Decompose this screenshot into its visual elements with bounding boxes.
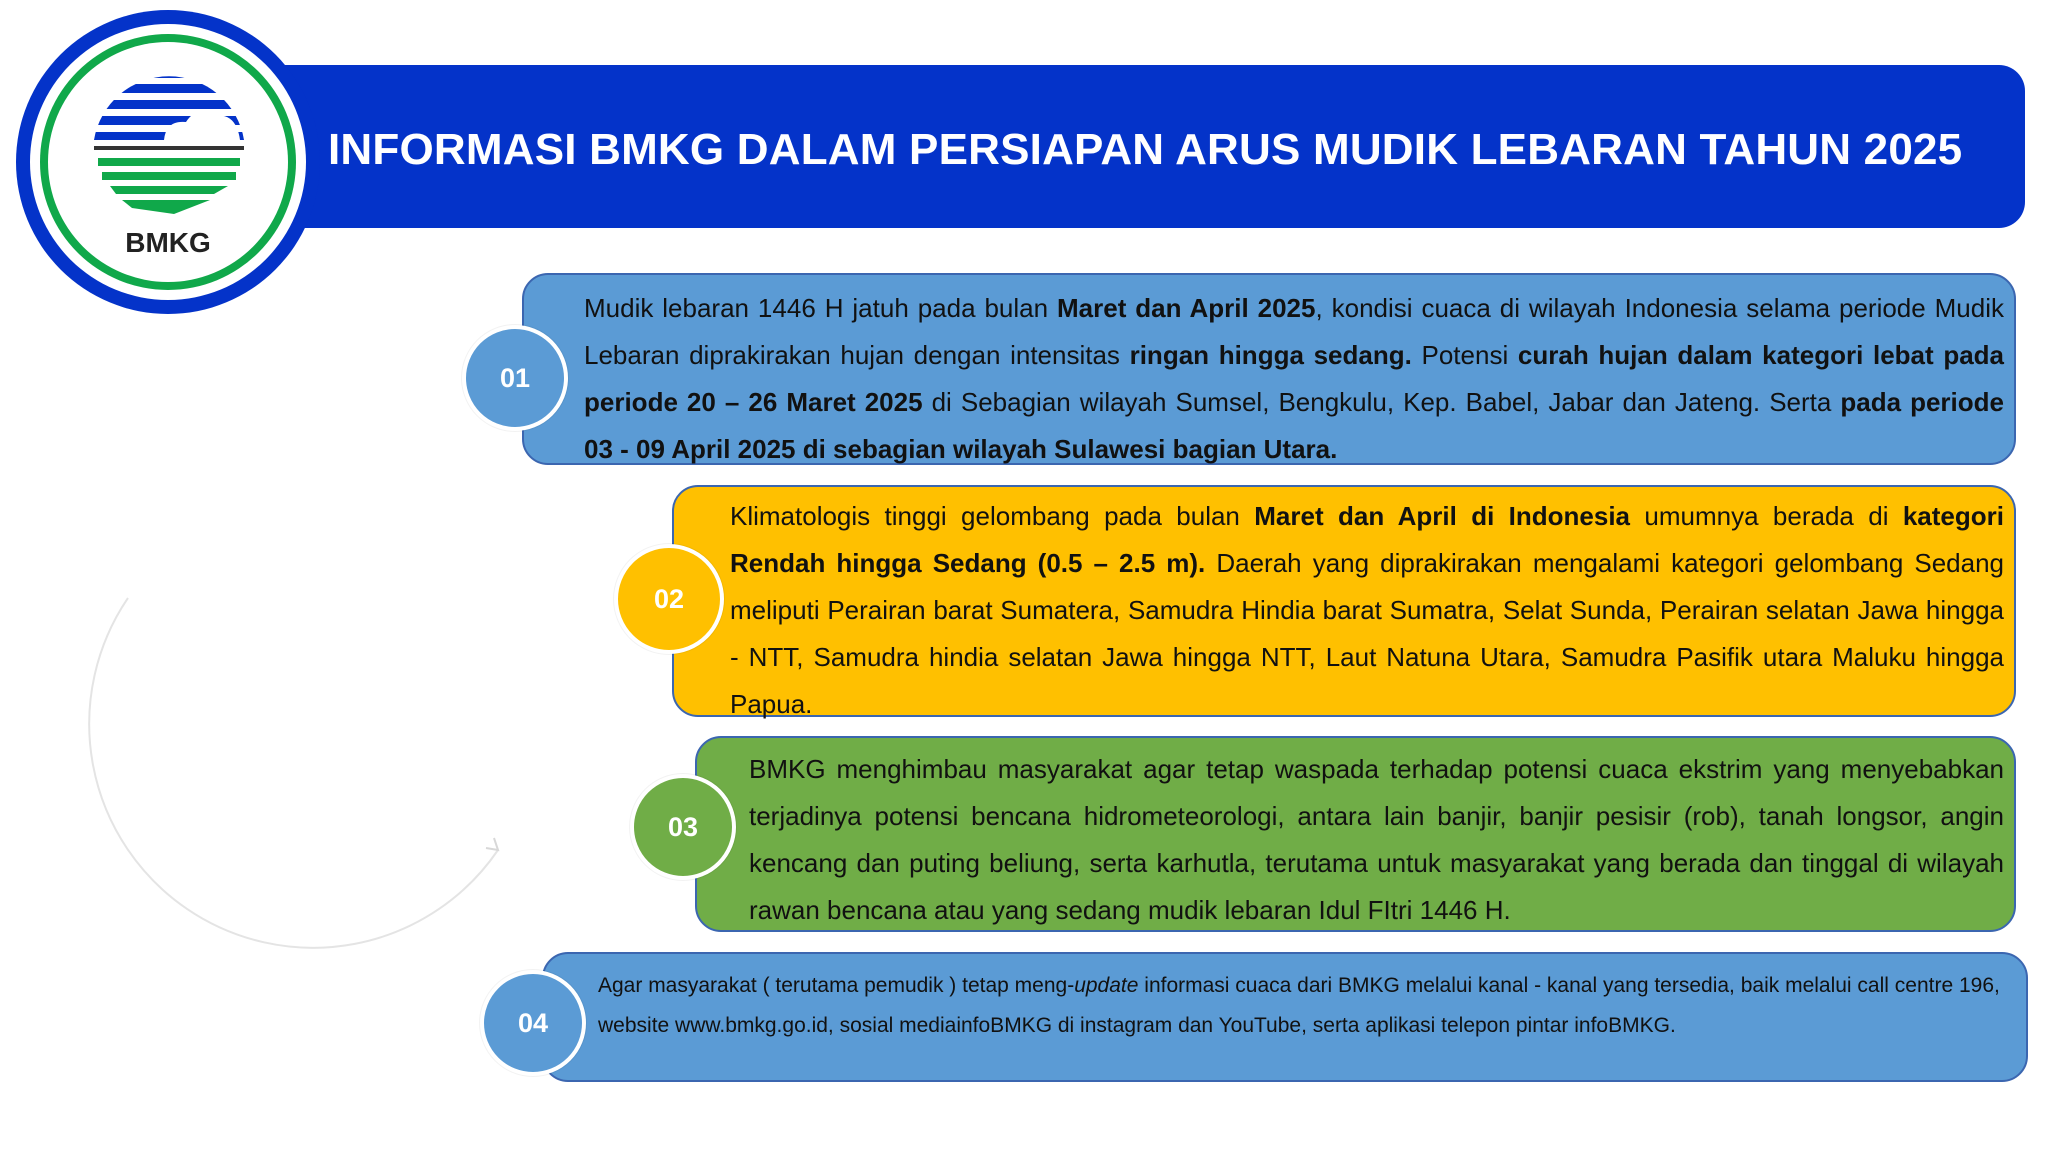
info-card-01	[522, 273, 2016, 465]
info-card-02	[672, 485, 2016, 717]
text-segment: pada periode 03 - 09 April 2025 di sebagian wilayah Sulawesi bagian Utara.	[584, 387, 2004, 464]
text-segment: informasi cuaca dari BMKG melalui kanal - kanal yang tersedia, baik melalui call centre 196, website www.bmkg.go.id, sosial mediainfoBMKG di instagram dan YouTube, serta aplikasi telepon pintar infoBMKG.	[598, 974, 2000, 1037]
text-segment: BMKG menghimbau masyarakat agar tetap waspada terhadap potensi cuaca ekstrim yang menyebabkan terjadinya potensi bencana hidrometeorologi, antara lain banjir, banjir pesisir (rob), tanah longsor, angin kencang dan puting beliung, serta karhutla, terutama untuk masyarakat yang berada dan tinggal di wilayah rawan bencana atau yang sedang mudik lebaran Idul FItri 1446 H.	[749, 754, 2004, 925]
text-segment: update	[1074, 974, 1139, 997]
card-01-text	[584, 285, 2004, 473]
card-04-text	[598, 966, 2018, 1046]
text-segment: Agar masyarakat ( terutama pemudik ) tetap meng-	[598, 974, 1075, 997]
badge-02: 02	[614, 544, 724, 654]
badge-04: 04	[480, 970, 586, 1076]
card-02-text	[730, 493, 2004, 728]
text-segment: kategori Rendah hingga Sedang (0.5 – 2.5 m).	[730, 501, 2004, 578]
bmkg-logo	[14, 8, 322, 316]
text-segment: Daerah yang diprakirakan mengalami kategori gelombang Sedang meliputi Perairan barat Sumatera, Samudra Hindia barat Sumatra, Selat Sunda, Perairan selatan Jawa hingga - NTT, Samudra hindia selatan Jawa hingga NTT, Laut Natuna Utara, Samudra Pasifik utara Maluku hingga Papua.	[730, 548, 2004, 719]
text-segment: ringan hingga sedang.	[1129, 340, 1412, 370]
text-segment: Maret dan April 2025	[1057, 293, 1316, 323]
text-segment: di Sebagian wilayah Sumsel, Bengkulu, Kep. Babel, Jabar dan Jateng. Serta	[922, 387, 1841, 417]
info-card-03	[695, 736, 2016, 932]
logo-text: BMKG	[125, 227, 211, 258]
text-segment: Maret dan April di Indonesia	[1254, 501, 1631, 531]
text-segment: Klimatologis tinggi gelombang pada bulan	[730, 501, 1255, 531]
text-segment: , kondisi cuaca di wilayah Indonesia selama periode Mudik Lebaran diprakirakan hujan dengan intensitas	[584, 293, 2004, 370]
text-segment: Potensi	[1411, 340, 1518, 370]
card-03-text	[749, 746, 2004, 934]
text-segment: umumnya berada di	[1630, 501, 1903, 531]
info-card-04	[542, 952, 2028, 1082]
badge-01: 01	[462, 325, 568, 431]
page-title: INFORMASI BMKG DALAM PERSIAPAN ARUS MUDIK LEBARAN TAHUN 2025	[328, 125, 1963, 174]
text-segment: curah hujan dalam kategori lebat pada periode 20 – 26 Maret 2025	[584, 340, 2005, 417]
text-segment: Mudik lebaran 1446 H jatuh pada bulan	[584, 293, 1058, 323]
badge-03: 03	[630, 774, 736, 880]
